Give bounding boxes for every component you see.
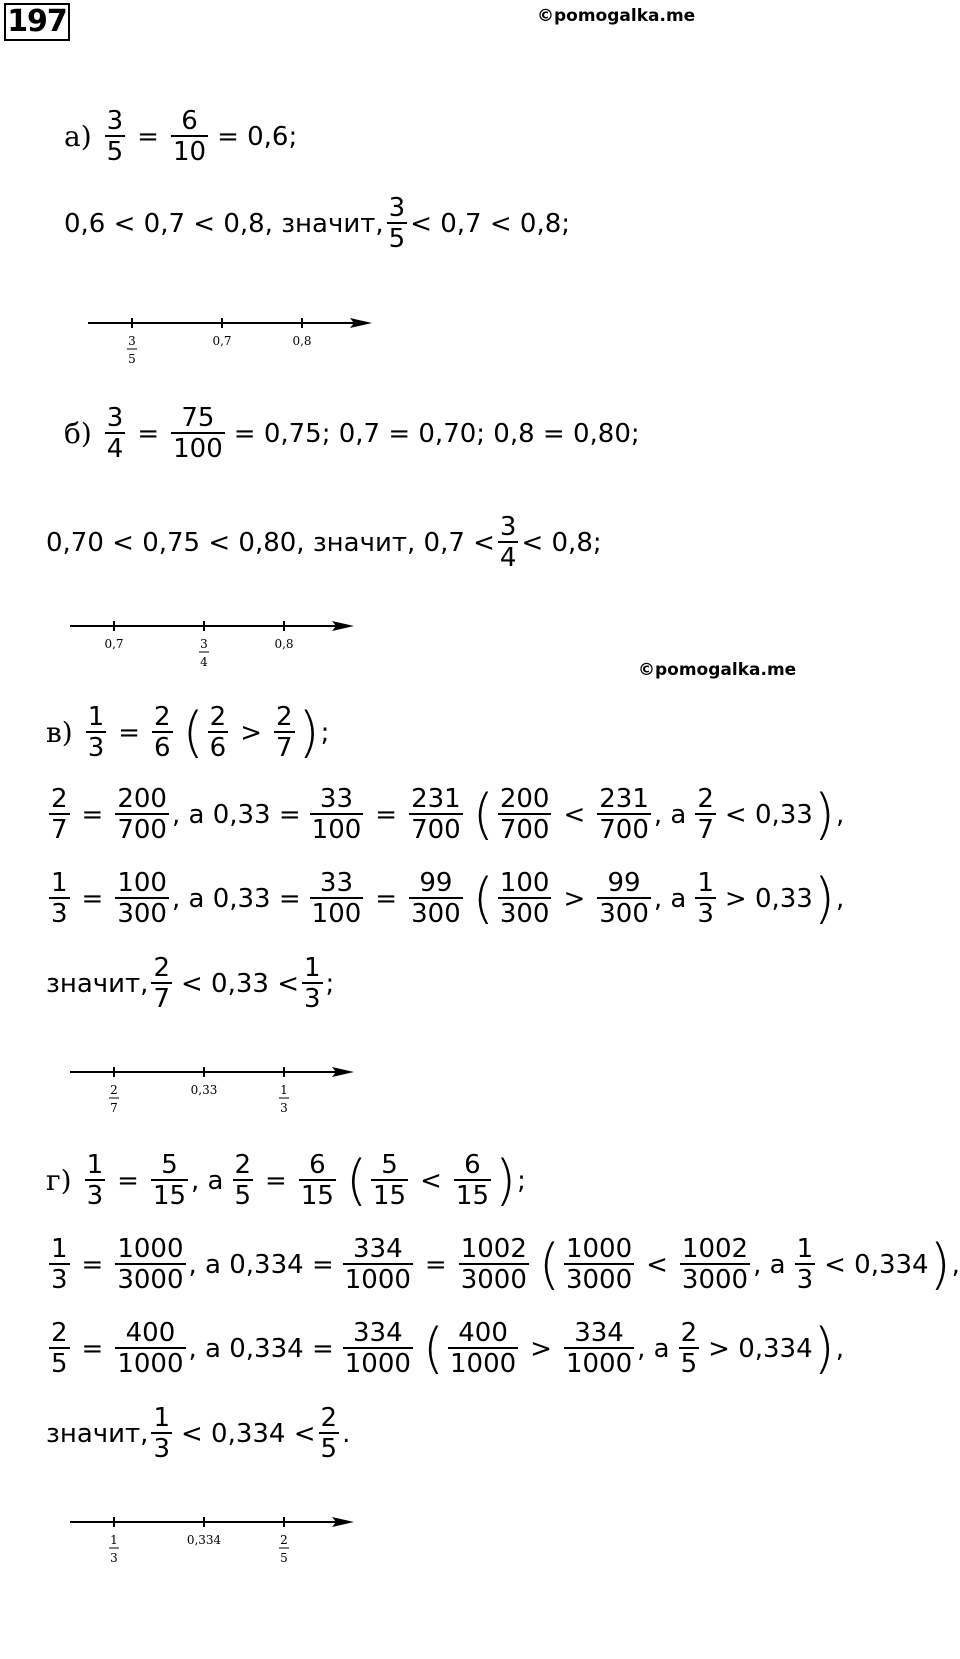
denominator: 1000 — [344, 1349, 411, 1379]
numerator: 6 — [464, 1150, 481, 1180]
denominator: 1000 — [344, 1265, 411, 1295]
fraction — [152, 704, 173, 761]
operator: = — [375, 883, 398, 914]
part-v-line1 — [46, 700, 330, 764]
denominator: 700 — [599, 815, 649, 845]
text: 0,6 < 0,7 < 0,8, значит, — [64, 208, 384, 239]
text: ; — [517, 1165, 526, 1196]
tick-label: 0,7 — [104, 637, 124, 651]
part-v-line3 — [46, 866, 845, 930]
numerator: 1002 — [681, 1234, 749, 1264]
part-v-line2 — [46, 782, 845, 846]
text: , а — [191, 1165, 224, 1196]
numerator: 2 — [234, 1150, 252, 1180]
parenthesis: ) — [298, 700, 320, 764]
numerator: 6 — [309, 1150, 326, 1180]
denominator: 15 — [300, 1181, 334, 1211]
numerator: 1 — [51, 1234, 68, 1264]
numerator: 33 — [319, 784, 354, 814]
operator: < — [563, 799, 586, 830]
numerator: 2 — [697, 784, 714, 814]
fraction — [299, 1152, 336, 1209]
part-v-label: в) — [46, 716, 73, 749]
fraction — [564, 1320, 634, 1377]
numerator: 2 — [320, 1403, 338, 1433]
text: < 0,33 < — [180, 968, 299, 999]
text: , — [951, 1249, 960, 1280]
operator: = — [118, 717, 141, 748]
denominator: 3 — [51, 899, 68, 929]
tick-label: 0,334 — [186, 1533, 222, 1547]
numerator: 3 — [388, 193, 406, 223]
part-a-line1 — [64, 108, 297, 165]
tick-label: 2 — [280, 1533, 288, 1547]
denominator: 5 — [51, 1349, 68, 1379]
text: 0,70 < 0,75 < 0,80, значит, 0,7 < — [46, 527, 495, 558]
denominator: 3000 — [565, 1265, 633, 1295]
numerator: 6 — [181, 106, 198, 136]
text: , а — [653, 883, 687, 914]
fraction — [85, 1152, 106, 1209]
numerator: 231 — [599, 784, 649, 814]
numerator: 99 — [607, 868, 641, 898]
numerator: 1002 — [460, 1234, 527, 1264]
part-g-line2 — [46, 1232, 960, 1296]
denominator: 1000 — [565, 1349, 633, 1379]
parenthesis: ) — [813, 1316, 835, 1380]
fraction — [115, 1236, 185, 1293]
numerator: 1 — [86, 1150, 104, 1180]
fraction — [171, 405, 225, 462]
numerator: 400 — [458, 1318, 508, 1348]
denominator: 5 — [234, 1181, 252, 1211]
fraction — [151, 1152, 188, 1209]
part-v-line4 — [46, 955, 334, 1012]
number-line-g — [70, 1511, 370, 1585]
equals: = — [137, 121, 159, 152]
fraction — [49, 786, 70, 843]
tick-label: 2 — [110, 1083, 118, 1097]
denominator: 4 — [106, 434, 124, 464]
part-g-line4 — [46, 1405, 350, 1462]
tick-label: 0,7 — [212, 334, 232, 348]
numerator: 75 — [181, 403, 215, 433]
denominator: 3 — [303, 984, 321, 1014]
number-line-b — [70, 615, 370, 689]
denominator: 3000 — [117, 1265, 184, 1295]
fraction — [343, 1320, 413, 1377]
fraction — [448, 1320, 518, 1377]
denominator: 6 — [154, 733, 171, 763]
part-g-line3 — [46, 1316, 844, 1380]
parenthesis: ) — [495, 1148, 517, 1212]
fraction — [49, 1320, 70, 1377]
parenthesis: ) — [813, 782, 835, 846]
denominator: 5 — [388, 224, 406, 254]
denominator: 6 — [209, 733, 227, 763]
numerator: 1 — [796, 1234, 814, 1264]
denominator: 10 — [172, 137, 207, 167]
numerator: 334 — [574, 1318, 624, 1348]
denominator: 5 — [106, 137, 124, 167]
text: значит, — [46, 968, 149, 999]
fraction — [86, 704, 107, 761]
numerator: 2 — [680, 1318, 698, 1348]
problem-number: 197 — [4, 3, 70, 41]
text: , а — [637, 1333, 670, 1364]
text: ; — [320, 717, 330, 748]
denominator: 3000 — [460, 1265, 527, 1295]
denominator: 3 — [796, 1265, 814, 1295]
parenthesis: ( — [182, 700, 204, 764]
operator: = — [81, 883, 104, 914]
fraction — [597, 870, 651, 927]
numerator: 2 — [153, 953, 170, 983]
fraction — [679, 1320, 700, 1377]
parenthesis: ( — [422, 1316, 444, 1380]
parenthesis: ) — [813, 866, 835, 930]
number-line-v — [70, 1061, 370, 1135]
text: , — [835, 883, 845, 914]
part-b-line1 — [64, 405, 640, 462]
operator: = — [81, 1249, 104, 1280]
numerator: 1 — [51, 868, 68, 898]
operator: > — [530, 1333, 552, 1364]
denominator: 3 — [86, 1181, 104, 1211]
text: = 0,6; — [217, 121, 298, 152]
text: < 0,33 — [724, 799, 813, 830]
numerator: 33 — [319, 868, 354, 898]
numerator: 334 — [353, 1234, 403, 1264]
fraction — [233, 1152, 254, 1209]
denominator: 7 — [697, 815, 714, 845]
tick-label: 5 — [280, 1551, 288, 1565]
part-b-line2 — [46, 514, 602, 571]
tick-label: 3 — [200, 637, 208, 651]
numerator: 200 — [117, 784, 167, 814]
numerator: 99 — [419, 868, 453, 898]
denominator: 4 — [499, 543, 517, 573]
fraction — [454, 1152, 491, 1209]
denominator: 300 — [411, 899, 461, 929]
fraction — [409, 870, 463, 927]
fraction — [115, 870, 169, 927]
text: , а 0,33 = — [171, 883, 301, 914]
equals: = — [137, 418, 160, 449]
text: = 0,75; 0,7 = 0,70; 0,8 = 0,80; — [233, 418, 640, 449]
tick-label: 3 — [280, 1101, 288, 1115]
fraction — [115, 786, 169, 843]
operator: > — [240, 717, 262, 748]
tick-label: 3 — [128, 334, 136, 348]
part-a-label: а) — [64, 120, 92, 153]
denominator: 3 — [697, 899, 714, 929]
operator: > — [563, 883, 586, 914]
text: значит, — [46, 1418, 149, 1449]
fraction — [498, 786, 552, 843]
parenthesis: ) — [929, 1232, 951, 1296]
numerator: 231 — [411, 784, 461, 814]
numerator: 5 — [381, 1150, 398, 1180]
fraction — [274, 704, 295, 761]
tick-label: 3 — [110, 1551, 118, 1565]
fraction — [319, 1405, 340, 1462]
operator: = — [81, 1333, 104, 1364]
denominator: 7 — [276, 733, 293, 763]
text: , а 0,334 = — [188, 1333, 334, 1364]
denominator: 7 — [51, 815, 68, 845]
fraction — [498, 870, 552, 927]
denominator: 3 — [153, 1434, 170, 1464]
text: . — [342, 1418, 351, 1449]
denominator: 3000 — [681, 1265, 749, 1295]
fraction — [498, 514, 519, 571]
numerator: 400 — [125, 1318, 176, 1348]
fraction — [564, 1236, 634, 1293]
tick-label: 4 — [200, 655, 208, 669]
number-line-a — [88, 312, 388, 386]
text: , а 0,33 = — [171, 799, 301, 830]
denominator: 100 — [311, 815, 362, 845]
text: < 0,7 < 0,8; — [410, 208, 571, 239]
denominator: 1000 — [449, 1349, 517, 1379]
denominator: 100 — [311, 899, 362, 929]
parenthesis: ( — [345, 1148, 368, 1212]
fraction — [459, 1236, 529, 1293]
numerator: 2 — [51, 784, 68, 814]
denominator: 700 — [117, 815, 167, 845]
tick-label: 1 — [110, 1533, 118, 1547]
parenthesis: ( — [472, 782, 494, 846]
numerator: 3 — [106, 106, 124, 136]
numerator: 100 — [117, 868, 167, 898]
tick-label: 7 — [110, 1101, 118, 1115]
numerator: 100 — [499, 868, 550, 898]
numerator: 1 — [303, 953, 321, 983]
tick-label: 0,8 — [292, 334, 312, 348]
fraction — [695, 786, 716, 843]
numerator: 2 — [154, 702, 171, 732]
part-a-line2 — [64, 195, 570, 252]
fraction — [597, 786, 651, 843]
numerator: 334 — [353, 1318, 403, 1348]
text: ; — [325, 968, 335, 999]
denominator: 300 — [117, 899, 167, 929]
fraction — [151, 1405, 172, 1462]
numerator: 3 — [106, 403, 124, 433]
fraction — [151, 955, 172, 1012]
part-g-label: г) — [46, 1164, 72, 1197]
parenthesis: ( — [538, 1232, 560, 1296]
denominator: 15 — [455, 1181, 489, 1211]
operator: = — [375, 799, 398, 830]
text: , а — [753, 1249, 786, 1280]
text: , а 0,334 = — [188, 1249, 334, 1280]
fraction — [302, 955, 323, 1012]
text: , — [835, 799, 845, 830]
numerator: 1 — [87, 702, 105, 732]
operator: = — [265, 1165, 287, 1196]
denominator: 3 — [87, 733, 105, 763]
tick-label: 5 — [128, 352, 136, 366]
fraction — [105, 108, 126, 165]
fraction — [387, 195, 408, 252]
numerator: 5 — [161, 1150, 178, 1180]
tick-label: 0,33 — [190, 1083, 218, 1097]
denominator: 300 — [599, 899, 649, 929]
numerator: 1 — [153, 1403, 170, 1433]
part-g-line1 — [46, 1148, 526, 1212]
fraction — [680, 1236, 750, 1293]
text: < 0,334 — [824, 1249, 929, 1280]
denominator: 1000 — [117, 1349, 184, 1379]
fraction — [310, 870, 364, 927]
text: < 0,8; — [521, 527, 602, 558]
denominator: 5 — [320, 1434, 338, 1464]
fraction — [171, 108, 208, 165]
numerator: 2 — [209, 702, 227, 732]
operator: < — [420, 1165, 442, 1196]
fraction — [795, 1236, 816, 1293]
denominator: 3 — [51, 1265, 68, 1295]
numerator: 200 — [499, 784, 550, 814]
fraction — [49, 870, 70, 927]
text: < 0,334 < — [180, 1418, 316, 1449]
fraction — [310, 786, 364, 843]
numerator: 1000 — [117, 1234, 184, 1264]
fraction — [49, 1236, 70, 1293]
fraction — [371, 1152, 408, 1209]
denominator: 15 — [152, 1181, 187, 1211]
numerator: 1000 — [565, 1234, 633, 1264]
numerator: 2 — [276, 702, 293, 732]
tick-label: 0,8 — [274, 637, 294, 651]
watermark: ©pomogalka.me — [537, 6, 696, 26]
fraction — [409, 786, 463, 843]
denominator: 7 — [153, 984, 170, 1014]
numerator: 3 — [499, 512, 517, 542]
fraction — [695, 870, 716, 927]
denominator: 700 — [499, 815, 550, 845]
operator: = — [81, 799, 104, 830]
denominator: 300 — [499, 899, 550, 929]
fraction — [343, 1236, 413, 1293]
parenthesis: ( — [472, 866, 494, 930]
fraction — [105, 405, 126, 462]
text: > 0,334 — [708, 1333, 813, 1364]
operator: = — [424, 1249, 447, 1280]
text: > 0,33 — [724, 883, 813, 914]
text: , — [835, 1333, 844, 1364]
operator: = — [117, 1165, 139, 1196]
denominator: 700 — [411, 815, 461, 845]
fraction — [115, 1320, 185, 1377]
operator: < — [646, 1249, 668, 1280]
tick-label: 1 — [280, 1083, 288, 1097]
numerator: 2 — [51, 1318, 68, 1348]
watermark: ©pomogalka.me — [638, 660, 797, 680]
denominator: 5 — [680, 1349, 698, 1379]
denominator: 15 — [373, 1181, 407, 1211]
numerator: 1 — [697, 868, 714, 898]
fraction — [208, 704, 229, 761]
part-b-label: б) — [64, 417, 92, 450]
denominator: 100 — [173, 434, 223, 464]
text: , а — [653, 799, 687, 830]
